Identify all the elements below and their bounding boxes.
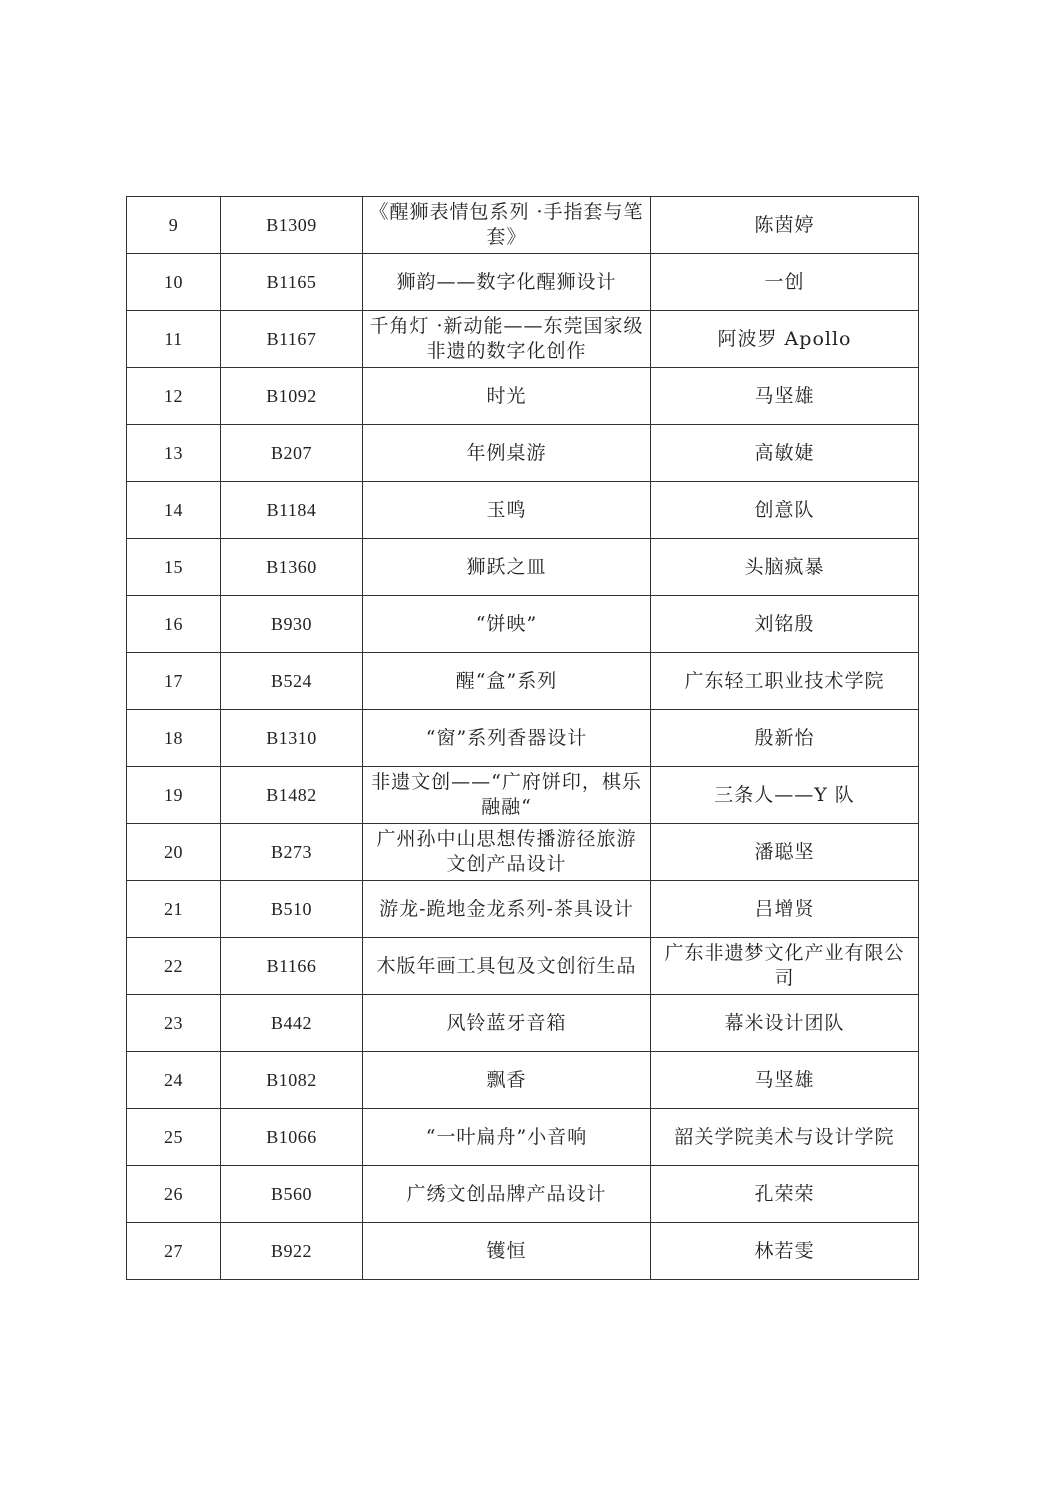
entry-code: B1360 <box>221 539 363 596</box>
row-number: 21 <box>127 881 221 938</box>
table-row <box>127 938 919 995</box>
row-number: 22 <box>127 938 221 995</box>
entry-code: B1310 <box>221 710 363 767</box>
entry-title: 年例桌游 <box>363 425 651 482</box>
entry-title: 玉鸣 <box>363 482 651 539</box>
row-number: 10 <box>127 254 221 311</box>
entry-code: B273 <box>221 824 363 881</box>
table-row <box>127 710 919 767</box>
entry-code: B1167 <box>221 311 363 368</box>
entry-title: “饼映” <box>363 596 651 653</box>
table-row <box>127 254 919 311</box>
entry-author: 吕增贤 <box>651 881 919 938</box>
entry-author: 广东非遗梦文化产业有限公司 <box>651 938 919 995</box>
table-row <box>127 539 919 596</box>
entry-title: 木版年画工具包及文创衍生品 <box>363 938 651 995</box>
table-row <box>127 881 919 938</box>
entry-code: B207 <box>221 425 363 482</box>
entry-code: B442 <box>221 995 363 1052</box>
row-number: 13 <box>127 425 221 482</box>
table-row <box>127 368 919 425</box>
row-number: 9 <box>127 197 221 254</box>
entry-author: 头脑疯暴 <box>651 539 919 596</box>
row-number: 23 <box>127 995 221 1052</box>
entry-author: 一创 <box>651 254 919 311</box>
row-number: 11 <box>127 311 221 368</box>
table-row <box>127 482 919 539</box>
entry-author: 殷新怡 <box>651 710 919 767</box>
entry-code: B1166 <box>221 938 363 995</box>
entry-title: “一叶扁舟”小音响 <box>363 1109 651 1166</box>
entry-author: 陈茵婷 <box>651 197 919 254</box>
table-row <box>127 197 919 254</box>
entry-title: 《醒狮表情包系列 ·手指套与笔套》 <box>363 197 651 254</box>
entry-title: 游龙-跪地金龙系列-茶具设计 <box>363 881 651 938</box>
row-number: 15 <box>127 539 221 596</box>
entry-code: B510 <box>221 881 363 938</box>
entry-title: 镬恒 <box>363 1223 651 1280</box>
entry-title: 风铃蓝牙音箱 <box>363 995 651 1052</box>
entry-author: 幕米设计团队 <box>651 995 919 1052</box>
entry-author: 阿波罗 Apollo <box>651 311 919 368</box>
entry-code: B1066 <box>221 1109 363 1166</box>
entry-author: 高敏婕 <box>651 425 919 482</box>
table-row <box>127 311 919 368</box>
row-number: 19 <box>127 767 221 824</box>
entry-author: 创意队 <box>651 482 919 539</box>
entry-code: B1165 <box>221 254 363 311</box>
table-row <box>127 1109 919 1166</box>
entry-code: B560 <box>221 1166 363 1223</box>
entry-author: 刘铭殷 <box>651 596 919 653</box>
entry-author: 韶关学院美术与设计学院 <box>651 1109 919 1166</box>
table-row <box>127 995 919 1052</box>
entry-author: 广东轻工职业技术学院 <box>651 653 919 710</box>
entry-title: 千角灯 ·新动能——东莞国家级非遗的数字化创作 <box>363 311 651 368</box>
table-row <box>127 1223 919 1280</box>
results-table-body <box>127 197 919 1280</box>
entry-code: B1082 <box>221 1052 363 1109</box>
table-row <box>127 767 919 824</box>
entry-title: 时光 <box>363 368 651 425</box>
entry-title: 醒“盒”系列 <box>363 653 651 710</box>
entry-title: “窗”系列香器设计 <box>363 710 651 767</box>
entry-title: 飘香 <box>363 1052 651 1109</box>
row-number: 27 <box>127 1223 221 1280</box>
entry-title: 狮跃之皿 <box>363 539 651 596</box>
row-number: 16 <box>127 596 221 653</box>
entry-title: 广州孙中山思想传播游径旅游文创产品设计 <box>363 824 651 881</box>
entry-code: B922 <box>221 1223 363 1280</box>
row-number: 17 <box>127 653 221 710</box>
row-number: 26 <box>127 1166 221 1223</box>
entry-author: 潘聪坚 <box>651 824 919 881</box>
row-number: 14 <box>127 482 221 539</box>
row-number: 20 <box>127 824 221 881</box>
entry-code: B524 <box>221 653 363 710</box>
entry-code: B1309 <box>221 197 363 254</box>
entry-title: 广绣文创品牌产品设计 <box>363 1166 651 1223</box>
entry-code: B1092 <box>221 368 363 425</box>
entry-title: 非遗文创——“广府饼印，棋乐融融“ <box>363 767 651 824</box>
table-row <box>127 824 919 881</box>
entry-code: B1184 <box>221 482 363 539</box>
table-row <box>127 1052 919 1109</box>
entry-author: 三条人——Y 队 <box>651 767 919 824</box>
entry-code: B1482 <box>221 767 363 824</box>
entry-author: 孔荣荣 <box>651 1166 919 1223</box>
table-row <box>127 425 919 482</box>
table-row <box>127 596 919 653</box>
entry-code: B930 <box>221 596 363 653</box>
row-number: 25 <box>127 1109 221 1166</box>
row-number: 18 <box>127 710 221 767</box>
entry-author: 马坚雄 <box>651 368 919 425</box>
entry-author: 马坚雄 <box>651 1052 919 1109</box>
entry-author: 林若雯 <box>651 1223 919 1280</box>
entry-title: 狮韵——数字化醒狮设计 <box>363 254 651 311</box>
row-number: 24 <box>127 1052 221 1109</box>
results-table <box>126 196 919 1280</box>
row-number: 12 <box>127 368 221 425</box>
table-row <box>127 653 919 710</box>
table-row <box>127 1166 919 1223</box>
